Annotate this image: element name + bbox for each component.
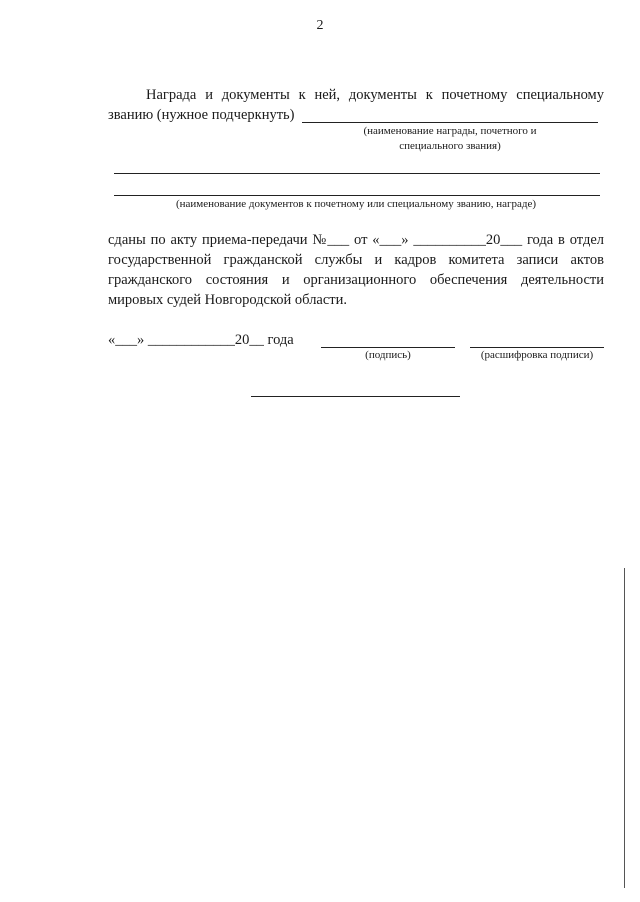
- award-caption-line-2: специального звания): [399, 140, 501, 152]
- award-fill-line: [302, 122, 598, 123]
- documents-fill-line-1: [114, 173, 600, 174]
- handover-line-4: мировых судей Новгородской области.: [108, 292, 348, 308]
- handover-line-1: сданы по акту приема-передачи №___ от «___» __________20___ года в отдел: [108, 232, 604, 248]
- award-caption-line-1: (наименование награды, почетного и: [363, 125, 537, 137]
- award-paragraph-line-1: Награда и документы к ней, документы к почетному специальному: [146, 87, 604, 103]
- page-number: 2: [316, 18, 324, 33]
- documents-caption: (наименование документов к почетному или специальному званию, награде): [175, 198, 537, 210]
- documents-fill-line-2: [114, 195, 600, 196]
- handover-line-2: государственной гражданской службы и кадров комитета записи актов: [108, 252, 604, 268]
- closing-separator-line: [251, 396, 460, 397]
- award-paragraph-line-2: званию (нужное подчеркнуть): [108, 107, 295, 123]
- scan-edge-line: [624, 568, 625, 888]
- signature-caption: (подпись): [365, 349, 411, 361]
- signature-decoding-caption: (расшифровка подписи): [480, 349, 594, 361]
- handover-paragraph: [108, 230, 604, 310]
- signature-date: «___» ____________20__ года: [108, 332, 294, 348]
- handover-line-3: гражданского состояния и организационного обеспечения деятельности: [108, 272, 604, 288]
